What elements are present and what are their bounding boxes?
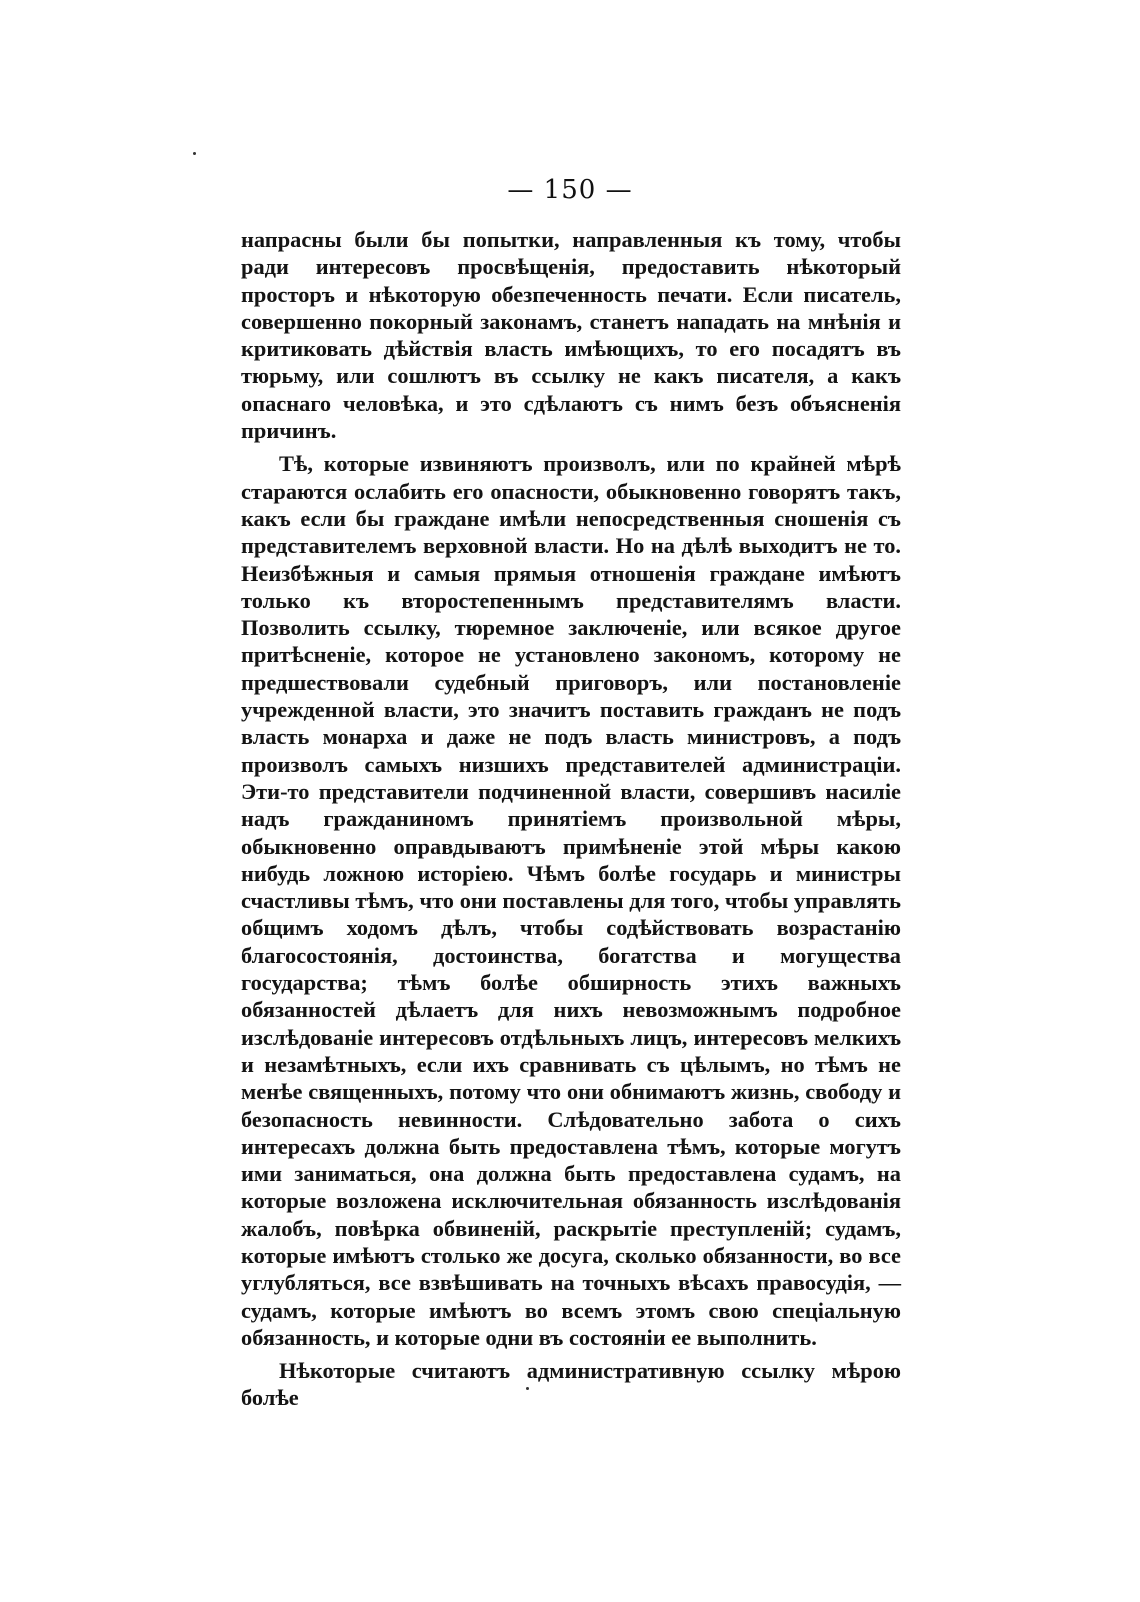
- paragraph-3: Нѣкоторые считаютъ административную ссылку мѣрою болѣе: [241, 1358, 901, 1411]
- print-speck: [526, 1387, 529, 1390]
- body-text: [241, 226, 901, 1416]
- print-speck: [193, 152, 196, 155]
- page-number: — 150 —: [507, 175, 633, 205]
- paragraph-2: Тѣ, которые извиняютъ произволъ, или по крайней мѣрѣ стараются ослабить его опасности, обыкновенно говорятъ такъ, какъ если бы граждане имѣли непосредственныя сношенія съ представителемъ верховной власти. Но на дѣлѣ выходитъ не то. Неизбѣжныя и самыя прямыя отношенія граждане имѣютъ только къ второстепеннымъ представителямъ власти. Позволить ссылку, тюремное заключеніе, или всякое другое притѣсненіе, которое не установлено закономъ, которому не предшествовали судебный приговоръ, или постановленіе учрежденной власти, это значитъ поставить гражданъ не подъ власть монарха и даже не подъ власть министровъ, а подъ произволъ самыхъ низшихъ представителей администраціи. Эти-то представители подчиненной власти, совершивъ насиліе надъ гражданиномъ принятіемъ произвольной мѣры, обыкновенно оправдываютъ примѣненіе этой мѣры какою нибудь ложною исторіею. Чѣмъ болѣе государь и министры счастливы тѣмъ, что они поставлены для того, чтобы управлять общимъ ходомъ дѣлъ, чтобы содѣйствовать возрастанію благосостоянія, достоинства, богатства и могущества государства; тѣмъ болѣе обширность этихъ важныхъ обязанностей дѣлаетъ для нихъ невозможнымъ подробное изслѣдованіе интересовъ отдѣльныхъ лицъ, интересовъ мелкихъ и незамѣтныхъ, если ихъ сравнивать съ цѣлымъ, но тѣмъ не менѣе священныхъ, потому что они обнимаютъ жизнь, свободу и безопасность невинности. Слѣдовательно забота о сихъ интересахъ должна быть предоставлена тѣмъ, которые могутъ ими заниматься, она должна быть предоставлена судамъ, на которые возложена исключительная обязанность изслѣдованія жалобъ, повѣрка обвиненій, раскрытіе преступленій; судамъ, которые имѣютъ столько же досуга, сколько обязанности, во все углубляться, все взвѣшивать на точныхъ вѣсахъ правосудія, — судамъ, которые имѣютъ во всемъ этомъ свою спеціальную обязанность, и которые одни въ состояніи ее выполнить.: [241, 451, 901, 1350]
- paragraph-1: напрасны были бы попытки, направленныя къ тому, чтобы ради интересовъ просвѣщенія, предоставить нѣкоторый просторъ и нѣкоторую обезпеченность печати. Если писатель, совершенно покорный законамъ, станетъ нападать на мнѣнія и критиковать дѣйствія власть имѣющихъ, то его посадятъ въ тюрьму, или сошлютъ въ ссылку не какъ писателя, а какъ опаснаго человѣка, и это сдѣлаютъ съ нимъ безъ объясненія причинъ.: [241, 227, 901, 444]
